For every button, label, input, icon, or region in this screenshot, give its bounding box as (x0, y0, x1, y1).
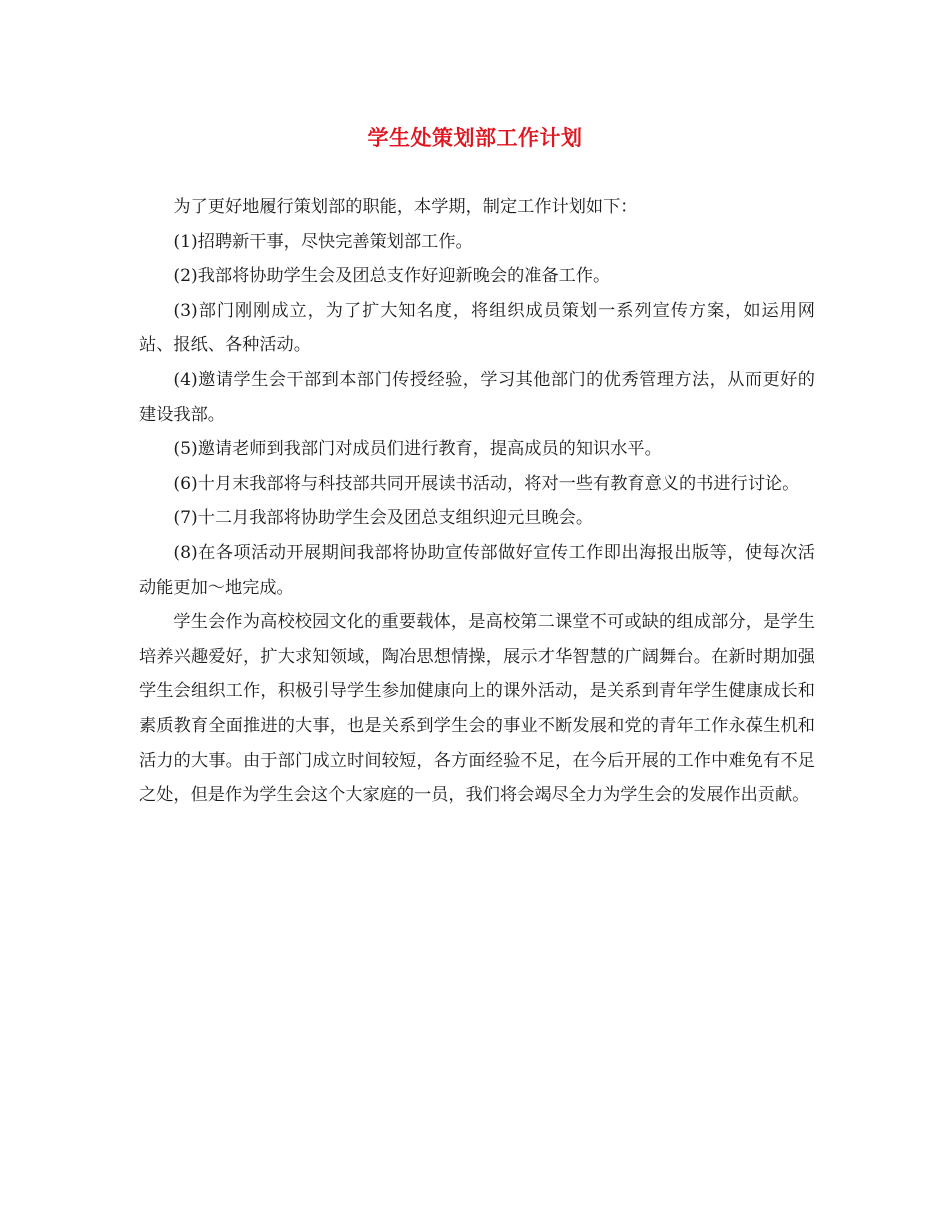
plan-item-8: (8)在各项活动开展期间我部将协助宣传部做好宣传工作即出海报出版等，使每次活动能更加～地完成。 (139, 542, 815, 598)
plan-item-1: (1)招聘新干事，尽快完善策划部工作。 (173, 231, 473, 252)
document-body (139, 190, 815, 813)
document-title: 学生处策划部工作计划 (367, 126, 583, 150)
plan-item-7: (7)十二月我部将协助学生会及团总支组织迎元旦晚会。 (173, 508, 594, 529)
plan-item-2: (2)我部将协助学生会及团总支作好迎新晚会的准备工作。 (173, 266, 611, 287)
intro-paragraph: 为了更好地履行策划部的职能，本学期，制定工作计划如下： (173, 197, 638, 217)
plan-item-4: (4)邀请学生会干部到本部门传授经验，学习其他部门的优秀管理方法，从而更好的建设我部。 (139, 369, 815, 425)
plan-item-3: (3)部门刚刚成立，为了扩大知名度，将组织成员策划一系列宣传方案，如运用网站、报纸、各种活动。 (139, 300, 815, 356)
plan-item-6: (6)十月末我部将与科技部共同开展读书活动，将对一些有教育意义的书进行讨论。 (173, 473, 800, 494)
plan-item-5: (5)邀请老师到我部门对成员们进行教育，提高成员的知识水平。 (173, 439, 662, 460)
closing-paragraph: 学生会作为高校校园文化的重要载体，是高校第二课堂不可或缺的组成部分，是学生培养兴趣爱好，扩大求知领域，陶冶思想情操，展示才华智慧的广阔舞台。在新时期加强学生会组织工作，积极引导学生参加健康向上的课外活动，是关系到青年学生健康成长和素质教育全面推进的大事，也是关系到学生会的事业不断发展和党的青年工作永葆生机和活力的大事。由于部门成立时间较短，各方面经验不足，在今后开展的工作中难免有不足之处，但是作为学生会这个大家庭的一员，我们将会竭尽全力为学生会的发展作出贡献。 (139, 612, 815, 806)
